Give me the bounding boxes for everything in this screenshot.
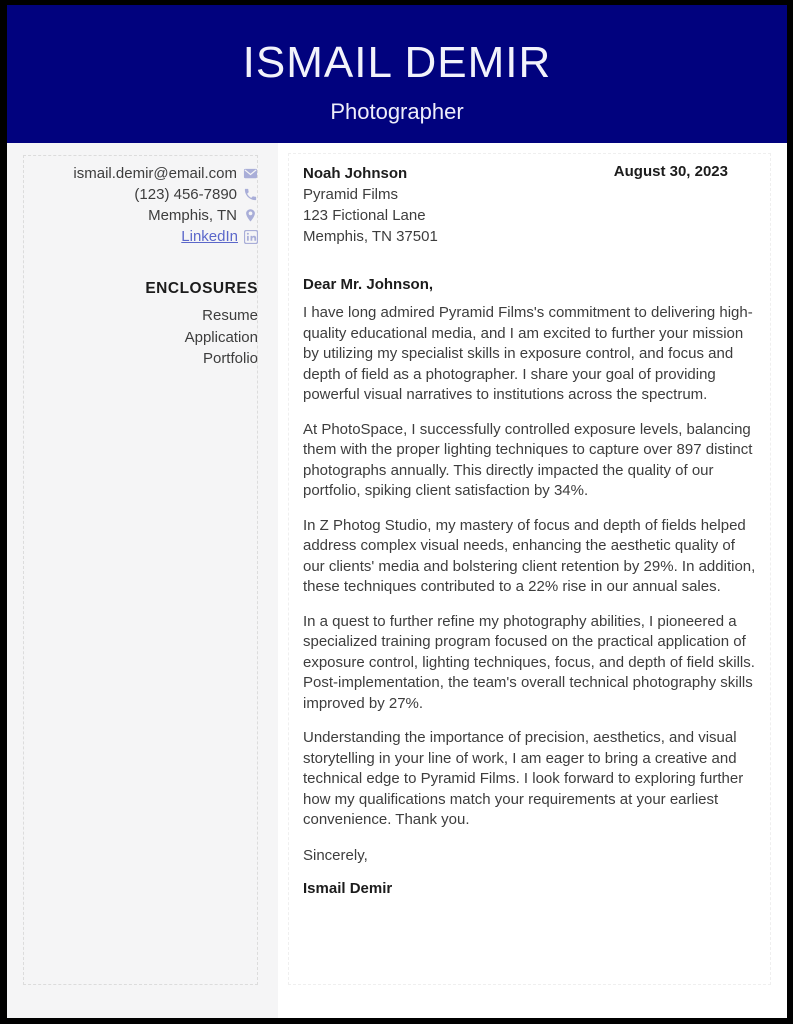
- enclosure-item: Resume: [202, 307, 258, 324]
- recipient-company: Pyramid Films: [303, 186, 399, 203]
- email-text: ismail.demir@email.com: [73, 165, 237, 182]
- header-banner: [7, 5, 787, 143]
- candidate-job-title: Photographer: [330, 99, 464, 125]
- closing: Sincerely,: [303, 846, 368, 864]
- envelope-icon: [243, 166, 258, 181]
- paragraph: Understanding the importance of precision, aesthetics, and visual storytelling in your line of work, I am eager to bring a creative and technical edge to Pyramid Films. I look forward to exploring further how my qualifications match your requirements at your earliest convenience. Thank you.: [303, 729, 744, 828]
- phone-text: (123) 456-7890: [134, 186, 237, 203]
- enclosure-item: Application: [184, 328, 258, 346]
- letter-date: August 30, 2023: [613, 163, 728, 180]
- content-area: [7, 143, 787, 1018]
- contact-location-row: [25, 205, 258, 226]
- contact-linkedin-row: [25, 226, 258, 247]
- salutation: Dear Mr. Johnson,: [303, 276, 434, 293]
- enclosures-list: [25, 305, 258, 370]
- contact-phone-row: [25, 184, 258, 205]
- recipient-name: Noah Johnson: [303, 165, 408, 182]
- candidate-name: ISMAIL DEMIR: [242, 38, 552, 87]
- enclosures-heading: ENCLOSURES: [145, 280, 258, 297]
- location-text: Memphis, TN: [148, 207, 237, 224]
- paragraph: At PhotoSpace, I successfully controlled exposure levels, balancing them with the proper lighting techniques to capture over 897 distinct photographs annually. This directly impacted the quality of our portfolio, spiking client satisfaction by 34%.: [303, 420, 753, 499]
- sidebar-content: [7, 143, 278, 370]
- letter-meta-row: [303, 163, 757, 247]
- recipient-block: [303, 163, 438, 247]
- phone-icon: [243, 187, 258, 202]
- letter-content: [278, 143, 787, 899]
- linkedin-icon: [244, 230, 258, 244]
- paragraph: I have long admired Pyramid Films's commitment to delivering high-quality educational media, and I am excited to further your mission by utilizing my specialist skills in exposure control, and focus and depth of field as a photographer. I share your goal of providing powerful visual narratives to institutions across the spectrum.: [303, 304, 753, 403]
- location-pin-icon: [243, 208, 258, 223]
- sidebar: [7, 143, 278, 1018]
- enclosure-item: Portfolio: [202, 350, 258, 367]
- paragraph: In a quest to further refine my photography abilities, I pioneered a specialized training program focused on the practical application of exposure control, lighting techniques, focus, and depth of field skills. Post-implementation, the team's overall technical photography skills improved by 27%.: [303, 612, 755, 712]
- recipient-address: 123 Fictional Lane: [303, 207, 426, 224]
- letter-main: [278, 143, 787, 1018]
- signature-name: Ismail Demir: [303, 879, 393, 897]
- document: [7, 5, 787, 1018]
- letter-body: [303, 303, 757, 831]
- contact-email-row: [25, 163, 258, 184]
- paragraph: In Z Photog Studio, my mastery of focus and depth of fields helped address complex visual needs, enhancing the aesthetic quality of our clients' media and bolstering client retention by 29%. In addition, these techniques contributed to a 22% rise in our annual sales.: [303, 516, 756, 595]
- recipient-city: Memphis, TN 37501: [303, 228, 438, 245]
- linkedin-link[interactable]: LinkedIn: [181, 228, 238, 245]
